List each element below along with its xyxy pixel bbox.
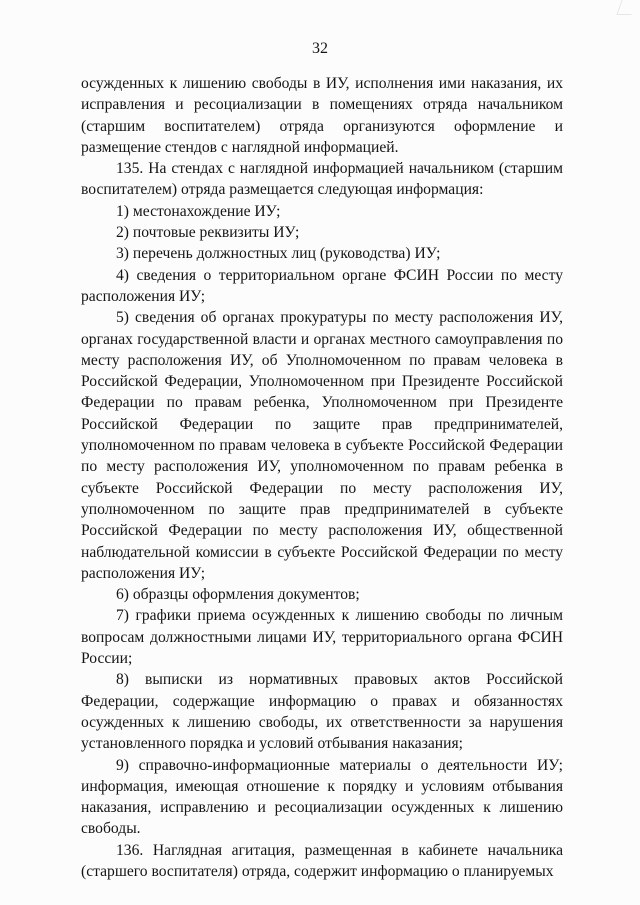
list-item-4: 4) сведения о территориальном органе ФСИН России по месту расположения ИУ; — [81, 266, 563, 305]
paragraph-intro: осужденных к лишению свободы в ИУ, исполнения ими наказания, их исправления и ресоциализации в помещениях отряда начальником (старшим воспитателем) отряда организуются оформление и размещение стендов с наглядной информацией. — [81, 75, 563, 156]
document-body — [81, 73, 563, 882]
list-item-3: 3) перечень должностных лиц (руководства) ИУ; — [116, 245, 441, 263]
list-item-7: 7) графики приема осужденных к лишению свободы по личным вопросам должностными лицами ИУ, территориального органа ФСИН России; — [81, 607, 563, 668]
list-item-8: 8) выписки из нормативных правовых актов Российской Федерации, содержащие информацию о правах и обязанностях осужденных к лишению свободы, их ответственности за нарушения установленного порядка и условий отбывания наказания; — [81, 671, 563, 753]
list-item-6: 6) образцы оформления документов; — [116, 586, 360, 604]
list-item-2: 2) почтовые реквизиты ИУ; — [116, 224, 300, 242]
scan-corner-mark — [616, 0, 636, 15]
list-item-5: 5) сведения об органах прокуратуры по месту расположения ИУ, органах государственной власти и органах местного самоуправления по месту расположения ИУ, об Уполномоченном по правам человека в Российской Федерации, Уполномоченном при Президенте Российской Федерации по правам ребенка, Уполномоченном при Президенте Российской Федерации по защите прав предпринимателей, уполномоченном по правам человека в субъекте Российской Федерации по месту расположения ИУ, уполномоченном по правам ребенка в субъекте Российской Федерации по месту расположения ИУ, уполномоченном по защите прав предпринимателей в субъекте Российской Федерации по месту расположения ИУ, общественной наблюдательной комиссии в субъекте Российской Федерации по месту расположения ИУ; — [81, 309, 563, 582]
list-item-1: 1) местонахождение ИУ; — [116, 202, 281, 220]
paragraph-136: 136. Наглядная агитация, размещенная в кабинете начальника (старшего воспитателя) отряда, содержит информацию о планируемых — [81, 841, 563, 880]
page-number: 32 — [312, 40, 328, 57]
list-item-9: 9) справочно-информационные материалы о деятельности ИУ; информация, имеющая отношение к порядку и условиям отбывания наказания, исправлению и ресоциализации осужденных к лишению свободы. — [81, 756, 563, 838]
paragraph-135: 135. На стендах с наглядной информацией начальником (старшим воспитателем) отряда размещается следующая информация: — [81, 160, 563, 199]
